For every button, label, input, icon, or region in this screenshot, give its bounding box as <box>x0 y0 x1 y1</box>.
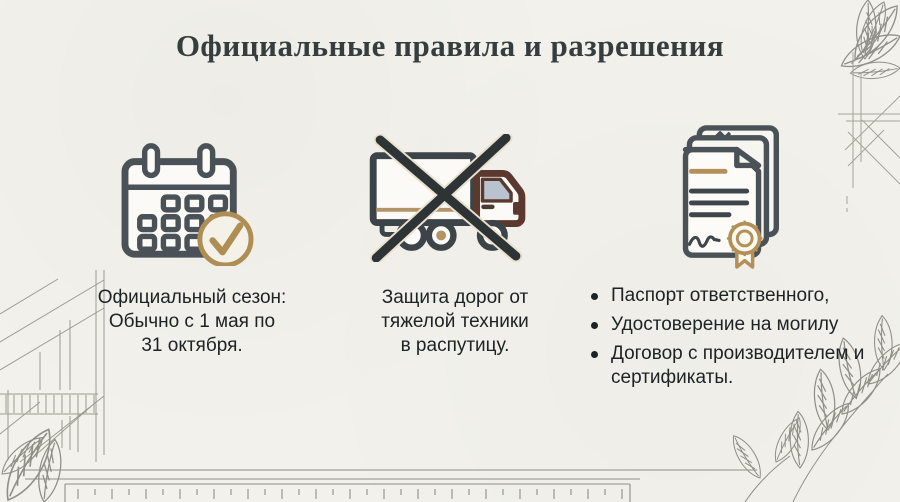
bullet-text: Паспорт ответственного, <box>611 285 830 306</box>
page-title: Официальные правила и разрешения <box>175 28 725 63</box>
caption-season <box>64 286 320 358</box>
caption-line: Обычно с 1 мая по <box>108 311 276 332</box>
caption-line: Официальный сезон: <box>97 287 287 308</box>
list-item <box>588 342 870 390</box>
list-item <box>588 284 870 308</box>
bullet-marker <box>591 351 598 358</box>
bullet-marker <box>591 293 598 300</box>
documents-seal-icon <box>658 122 790 270</box>
caption-line: 31 октября. <box>141 335 243 356</box>
bullet-text: Договор с производителем и сертификаты. <box>611 343 865 388</box>
caption-line: Защита дорог от <box>381 287 529 308</box>
ruler-sketch-bottom <box>25 470 757 502</box>
calendar-check-icon <box>110 138 268 266</box>
foliage-sketch-bottom-left <box>0 428 77 502</box>
caption-line: тяжелой техники <box>381 311 529 332</box>
caption-line: в распутицу. <box>400 335 510 356</box>
list-item <box>588 313 870 337</box>
architectural-sketch-top-right <box>838 52 900 212</box>
bullet-marker <box>591 322 598 329</box>
bullet-text: Удостоверение на могилу <box>611 314 839 335</box>
documents-bullet-list <box>588 284 870 395</box>
caption-road-protection <box>352 286 558 358</box>
truck-prohibited-icon <box>366 134 534 262</box>
